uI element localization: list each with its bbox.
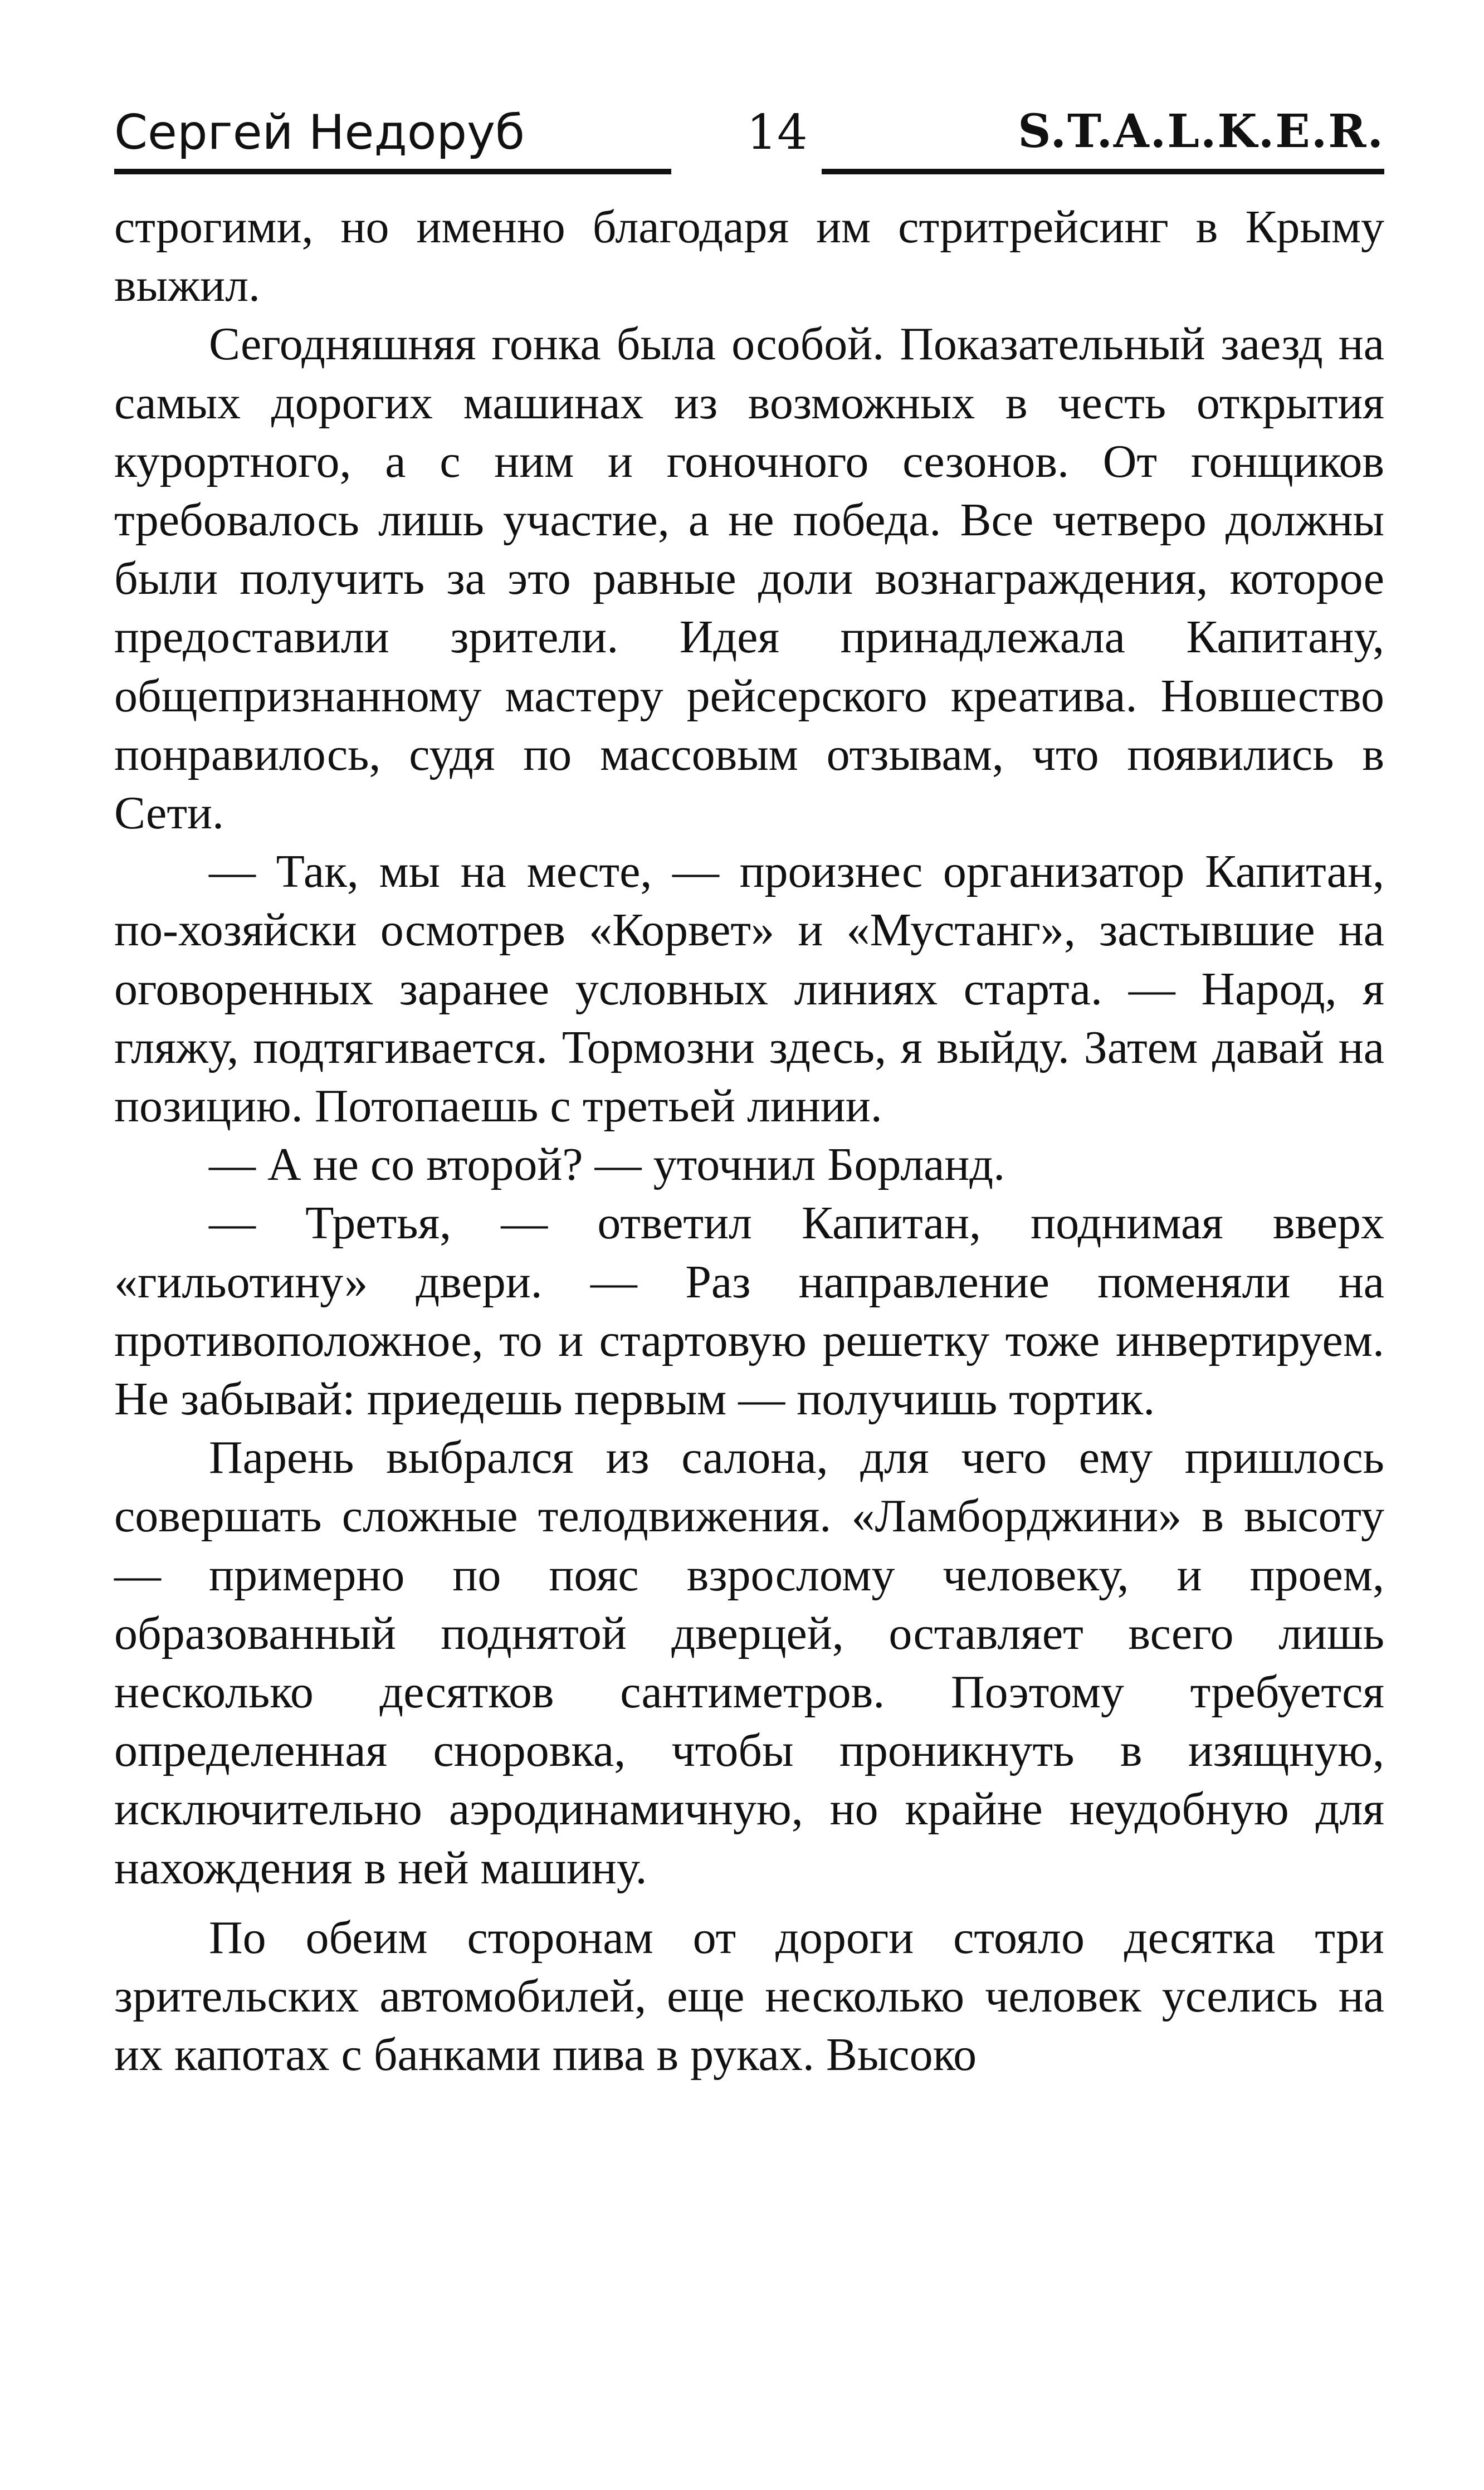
author-name: Сергей Недоруб: [114, 105, 525, 160]
running-header: [114, 92, 1384, 187]
page-number: 14: [746, 105, 808, 160]
dialogue-paragraph: — Третья, — ответил Капитан, поднимая вверх «гильотину» двери. — Раз направление поменяли на противоположное, то и стартовую решетку тоже инвертируем. Не забывай: приедешь первым — получишь тортик.: [114, 1197, 1384, 1425]
paragraph: По обеим сторонам от дороги стояло десятка три зрительских автомобилей, еще несколько человек уселись на их капотах с банками пива в руках. Высоко: [114, 1911, 1384, 2081]
body-text: [114, 198, 1384, 2084]
paragraph: Парень выбрался из салона, для чего ему пришлось совершать сложные телодвижения. «Ламборджини» в высоту — примерно по пояс взрослому человеку, и проем, образованный поднятой дверцей, оставляет всего лишь несколько десятков сантиметров. Поэтому требуется определенная сноровка, чтобы проникнуть в изящную, исключительно аэродинамичную, но крайне неудобную для нахождения в ней машину.: [114, 1432, 1384, 1894]
series-title: S.T.A.L.K.E.R.: [1018, 105, 1384, 158]
paragraph: Сегодняшняя гонка была особой. Показательный заезд на самых дорогих машинах из возможных в честь открытия курортного, а с ним и гоночного сезонов. От гонщиков требовалось лишь участие, а не победа. Все четверо должны были получить за это равные доли вознаграждения, которое предоставили зрители. Идея принадлежала Капитану, общепризнанному мастеру рейсерского креатива. Новшество понравилось, судя по массовым отзывам, что появились в Сети.: [114, 318, 1384, 839]
dialogue-paragraph: — А не со второй? — уточнил Борланд.: [209, 1139, 1005, 1191]
header-rule-left: [114, 169, 671, 174]
dialogue-paragraph: — Так, мы на месте, — произнес организатор Капитан, по-хозяйски осмотрев «Корвет» и «Мустанг», застывшие на оговоренных заранее условных линиях старта. — Народ, я гляжу, подтягивается. Тормозни здесь, я выйду. Затем давай на позицию. Потопаешь с третьей линии.: [114, 846, 1384, 1132]
paragraph-continued: строгими, но именно благодаря им стритрейсинг в Крыму выжил.: [114, 201, 1384, 312]
header-rule-right: [822, 169, 1384, 174]
